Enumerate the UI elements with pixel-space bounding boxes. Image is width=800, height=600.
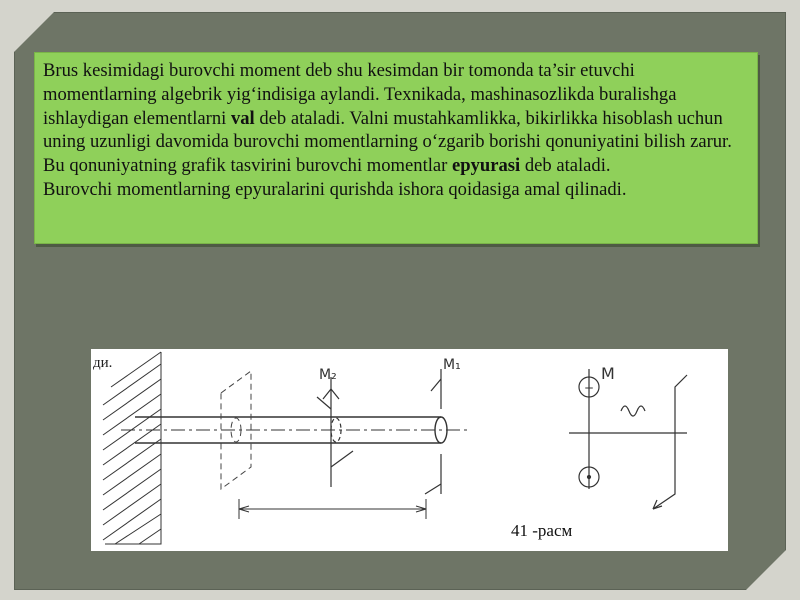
sign-rule-line: Burovchi momentlarning epyuralarini qurishda ishora qoidasiga amal qilinadi. <box>43 178 627 200</box>
shaft <box>121 417 471 443</box>
label-m1: M₁ <box>443 357 461 373</box>
label-top-left: ди. <box>93 355 113 371</box>
frame-corner-bottom-right <box>746 550 786 590</box>
figure-caption: 41 -расм <box>511 521 573 540</box>
shaft-diagram-figure <box>91 349 728 551</box>
label-m2: M₂ <box>319 367 337 383</box>
paragraph-text-2: deb ataladi. Valni mustahkamlikka, bikirlikka hisoblash uchun uning uzunligi davomida burovchi momentlarning o‘zgarib borishi qonuniyatini bilish zarur. Bu qonuniyatning grafik tasvirini burovchi momentlar <box>43 107 732 177</box>
rotation-plane <box>653 375 687 509</box>
definition-textbox <box>34 52 758 244</box>
frame-corner-top-left <box>14 12 54 52</box>
fixed-wall <box>103 352 161 544</box>
label-m: M <box>601 364 615 383</box>
svg-text:+: + <box>584 381 595 395</box>
shaft-diagram <box>91 349 728 551</box>
paragraph-text-1: Brus kesimidagi burovchi moment deb shu kesimdan bir tomonda ta’sir etuvchi momentlarning algebrik yig‘indisiga aylandi. Texnikada, mashinasozlikda buralishga ishlaydigan elementlarni <box>43 60 677 129</box>
paragraph-text-3: deb ataladi. <box>520 155 611 177</box>
m1-moment-plane <box>425 369 441 494</box>
dimension-line <box>239 499 426 519</box>
term-epyurasi: epyurasi <box>452 155 521 177</box>
moment-sign-diagram <box>569 369 687 489</box>
m2-moment-plane <box>317 377 353 487</box>
definition-paragraph <box>43 59 749 178</box>
term-val: val <box>230 107 255 129</box>
